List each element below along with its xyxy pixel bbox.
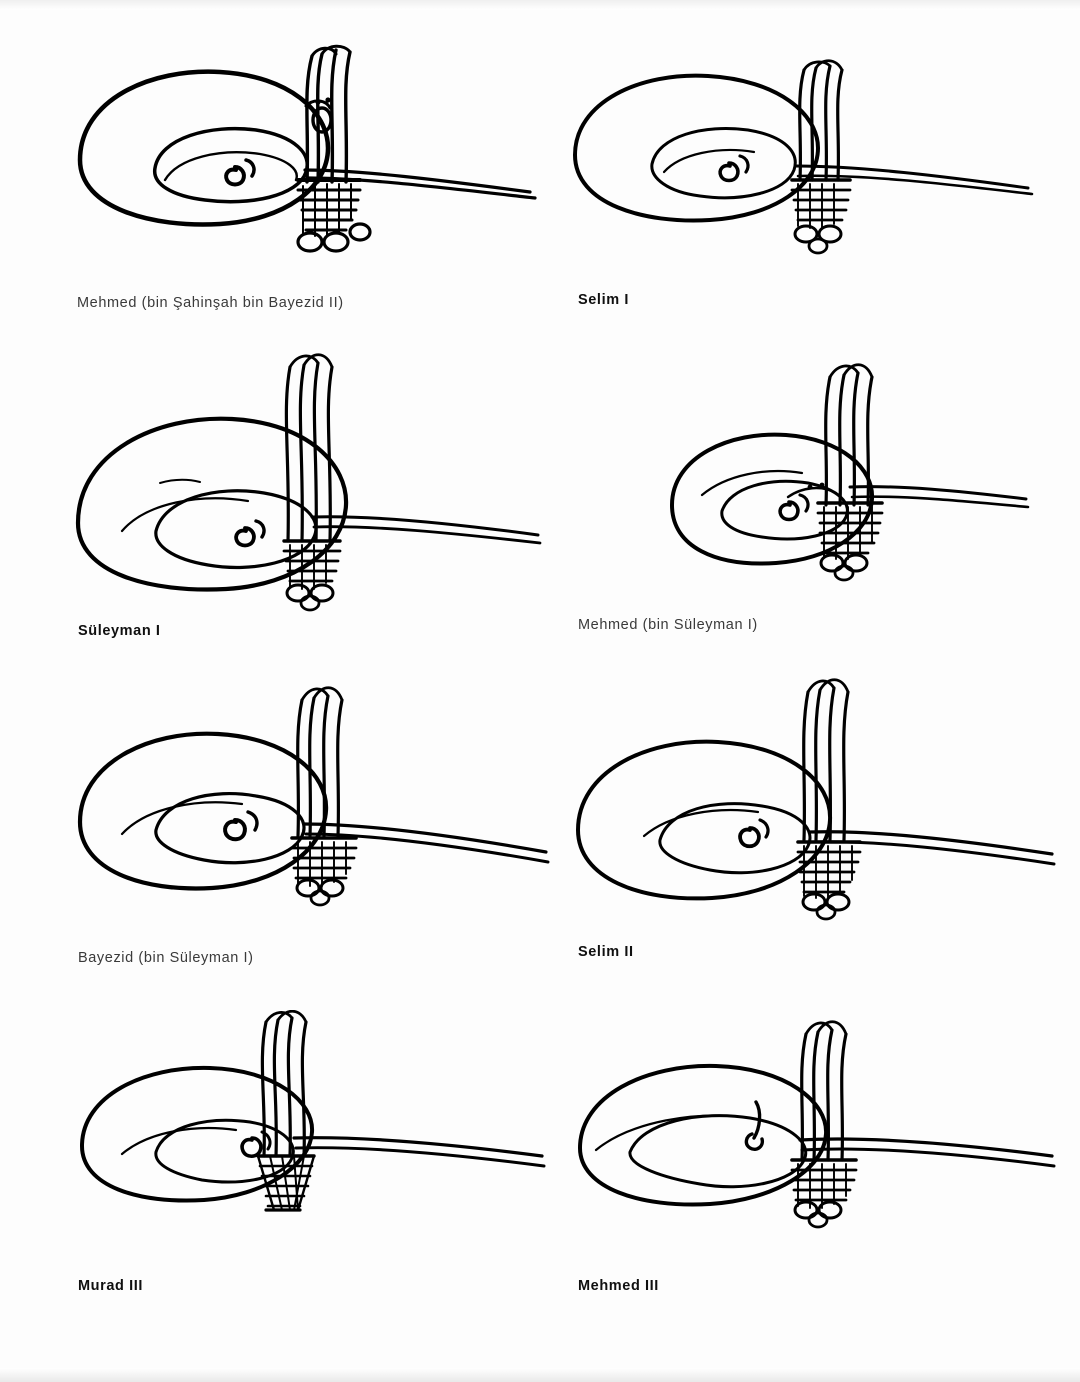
figure-cell <box>560 20 1060 365</box>
tughra-drawing <box>560 1010 1060 1300</box>
figure-cell <box>560 1010 1060 1355</box>
tughra-drawing <box>560 345 1060 635</box>
figure-caption: Süleyman I <box>78 623 161 639</box>
figure-caption: Mehmed III <box>578 1278 659 1294</box>
tughra-drawing <box>60 345 560 635</box>
tughra-drawing <box>60 1010 560 1300</box>
figure-caption: Selim II <box>578 944 634 960</box>
figure-caption: Mehmed (bin Şahinşah bin Bayezid II) <box>77 295 344 311</box>
tughra-drawing <box>560 672 1060 962</box>
tughra-drawing <box>560 20 1060 310</box>
figure-caption: Murad III <box>78 1278 144 1294</box>
figure-caption: Bayezid (bin Süleyman I) <box>78 950 254 966</box>
figure-cell <box>560 672 1060 1017</box>
figure-cell <box>60 672 560 1017</box>
figure-cell <box>560 345 1060 690</box>
figure-cell <box>60 20 560 365</box>
figure-caption: Selim I <box>578 292 629 308</box>
tughra-drawing <box>60 672 560 962</box>
figure-caption: Mehmed (bin Süleyman I) <box>578 617 758 633</box>
figure-cell <box>60 345 560 690</box>
figure-cell <box>60 1010 560 1355</box>
tughra-drawing <box>60 20 560 310</box>
